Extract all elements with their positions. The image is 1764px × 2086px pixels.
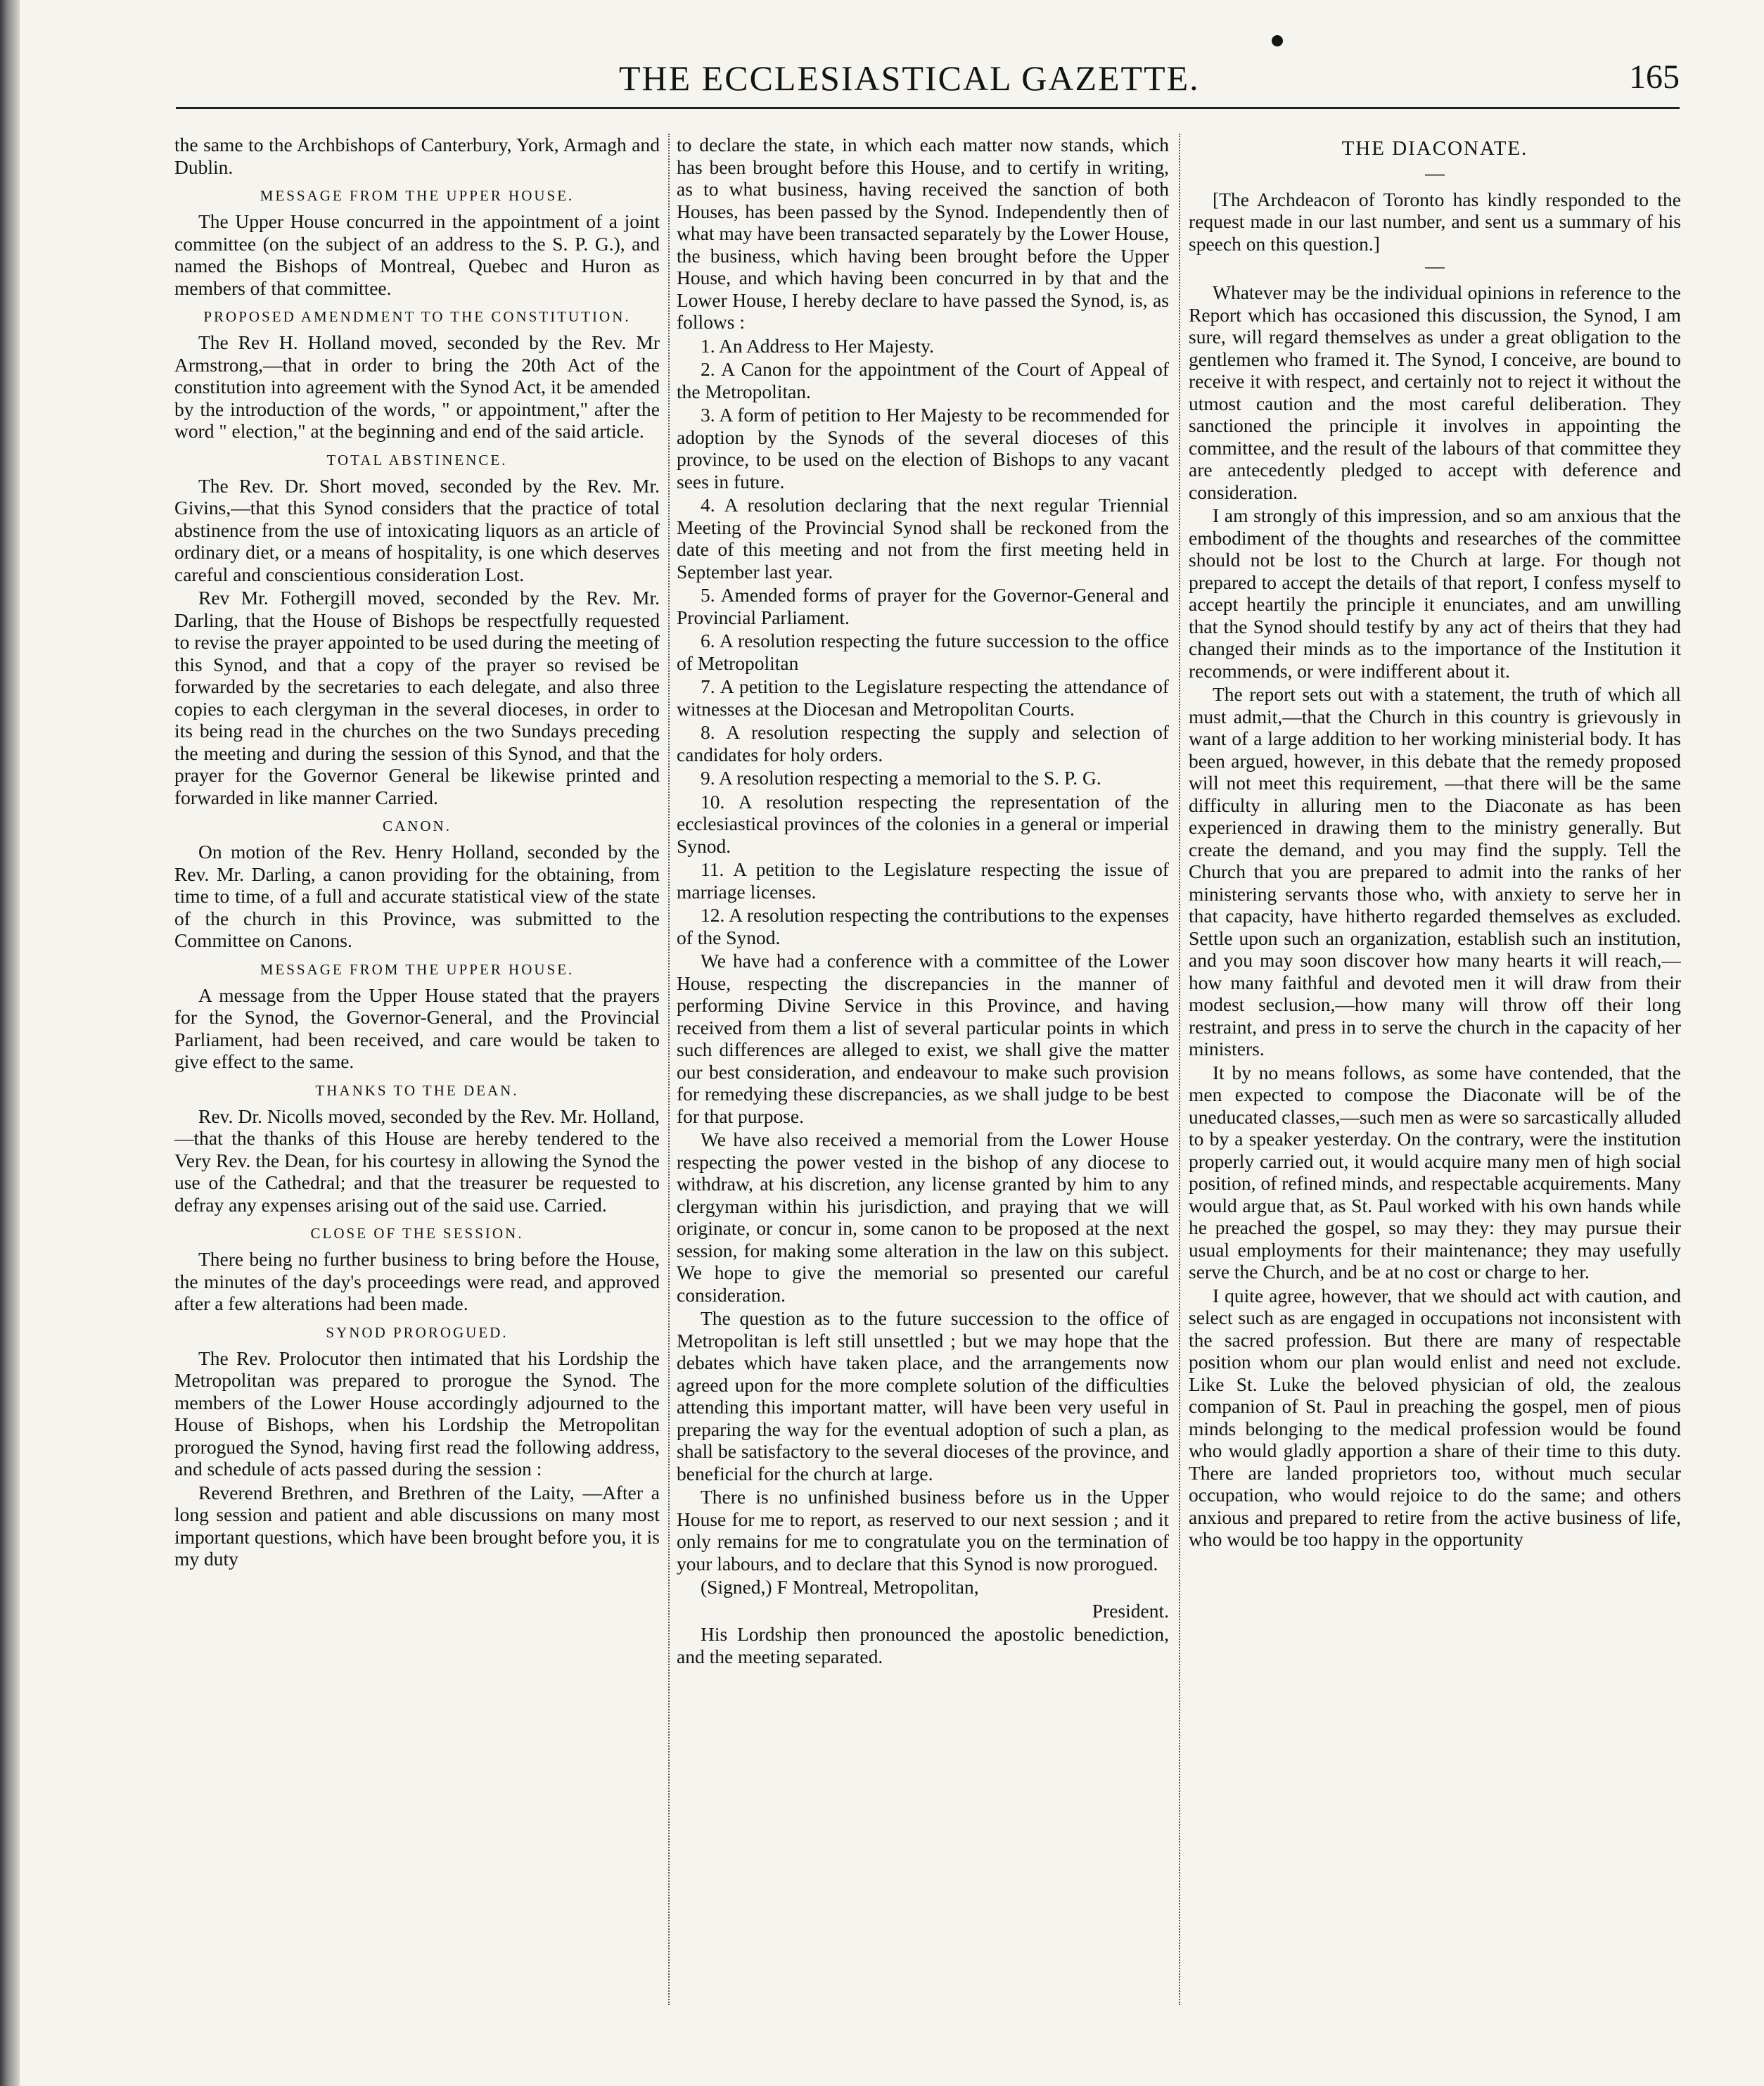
editor-note: [The Archdeacon of Toronto has kindly responded to the request made in our last number, and sent us a summary of his speech on this question.] — [1189, 188, 1681, 255]
paragraph: to declare the state, in which each matter now stands, which has been brought before this House, and to certify in writing, as to what business, having received the sanction of both Houses, has been passed by the Synod. Independently then of what may have been transacted separately by the Lower House, the business, which having been brought before the Upper House, and which having been concurred in by that and the Lower House, I hereby declare to have passed the Synod, is, as follows : — [677, 134, 1169, 333]
ink-dot — [1272, 35, 1283, 46]
column-divider-2 — [1179, 134, 1180, 2005]
signature-title: President. — [1092, 1599, 1169, 1622]
paragraph: On motion of the Rev. Henry Holland, seconded by the Rev. Mr. Darling, a canon providing for the obtaining, from time to time, of a full and accurate statistical view of the state of the church in this Province, was submitted to the Committee on Canons. — [174, 841, 660, 951]
section-heading: PROPOSED AMENDMENT TO THE CONSTITUTION. — [203, 308, 631, 325]
paragraph: It by no means follows, as some have contended, that the men expected to compose the Diaconate will be of the uneducated classes,—such men as were so sarcastically alluded to by a speaker yesterday. On the contrary, were the institution properly carried out, it would acquire many men of high social position, of refined minds, and respectable acquirements. Many would argue that, as St. Paul worked with his own hands while he preached the gospel, so may they: they may pursue their usual employments for their maintenance; they may usefully serve the Church, and be at no cost or charge to her. — [1189, 1061, 1681, 1283]
paragraph: His Lordship then pronounced the apostolic benediction, and the meeting separated. — [677, 1623, 1169, 1667]
section-heading: THANKS TO THE DEAN. — [315, 1081, 519, 1099]
paragraph: We have had a conference with a committee of the Lower House, respecting the discrepancies in the manner of performing Divine Service in this Province, and having received from them a list of several particular points in which such differences are alleged to exist, we shall give the matter our best consideration, and endeavour to make such provision for remedying these discrepancies, as we shall judge to be best for that purpose. — [677, 950, 1169, 1127]
paragraph: The question as to the future succession to the office of Metropolitan is left still unsettled ; but we may hope that the debates which have taken place, and the arrangements now agreed upon for the more complete solution of the difficulties attending this important matter, will have been very useful in preparing the way for the eventual adoption of such a plan, as shall be satisfactory to the several dioceses of the province, and beneficial for the church at large. — [677, 1307, 1169, 1484]
section-heading: MESSAGE FROM THE UPPER HOUSE. — [260, 187, 575, 204]
column-divider-1 — [668, 134, 670, 2005]
list-item: 1. An Address to Her Majesty. — [701, 334, 935, 357]
column-1 — [174, 134, 660, 2005]
paragraph: Whatever may be the individual opinions in reference to the Report which has occasioned this discussion, the Synod, I am sure, will regard themselves as under a great obligation to the gentlemen who framed it. The Synod, I conceive, are bound to receive it with respect, and certainly not to reject it without the utmost caution and the most careful deliberation. They sanctioned the principle it involves in appointing the committee, and the result of the labours of that committee they are antecedently pledged to accept with deference and consideration. — [1189, 281, 1681, 503]
list-item: 7. A petition to the Legislature respecting the attendance of witnesses at the Diocesan and Metropolitan Courts. — [677, 675, 1169, 720]
paragraph: the same to the Archbishops of Canterbury, York, Armagh and Dublin. — [174, 134, 660, 178]
paragraph: Reverend Brethren, and Brethren of the Laity, —After a long session and patient and able discussions on many most important questions, which have been brought before you, it is my duty — [174, 1481, 660, 1570]
section-heading: MESSAGE FROM THE UPPER HOUSE. — [260, 960, 575, 978]
list-item: 11. A petition to the Legislature respecting the issue of marriage licenses. — [677, 858, 1169, 903]
list-item: 9. A resolution respecting a memorial to the S. P. G. — [701, 767, 1101, 789]
article-title: THE DIACONATE. — [1341, 137, 1528, 160]
paragraph: There is no unfinished business before us in the Upper House for me to report, as reserved to our next session ; and it only remains for me to congratulate you on the termination of your labours, and to declare that this Synod is now prorogued. — [677, 1486, 1169, 1575]
signature-line: (Signed,) F Montreal, Metropolitan, — [701, 1576, 979, 1598]
paragraph: Rev. Dr. Nicolls moved, seconded by the Rev. Mr. Holland,—that the thanks of this House are hereby tendered to the Very Rev. the Dean, for his courtesy in allowing the Synod the use of the Cathedral; and that the treasurer be requested to defray any expenses arising out of the said use. Carried. — [174, 1105, 660, 1216]
publication-title: THE ECCLESIASTICAL GAZETTE. — [619, 58, 1200, 98]
binding-edge — [0, 0, 20, 2086]
paragraph: There being no further business to bring before the House, the minutes of the day's proceedings were read, and approved after a few alterations had been made. — [174, 1248, 660, 1314]
list-item: 12. A resolution respecting the contributions to the expenses of the Synod. — [677, 904, 1169, 948]
column-3 — [1189, 134, 1681, 2005]
paragraph: Rev Mr. Fothergill moved, seconded by the Rev. Mr. Darling, that the House of Bishops be respectfully requested to revise the prayer appointed to be used during the meeting of this Synod, and that a copy of the prayer so revised be forwarded by the secretaries to each delegate, and also three copies to each clergyman in the several dioceses, in order to its being read in the churches on the two Sundays preceding the meeting and during the session of this Synod, and that the prayer for the Governor General be likewise printed and forwarded in like manner Carried. — [174, 587, 660, 808]
page-number: 165 — [1629, 58, 1680, 96]
list-item: 6. A resolution respecting the future succession to the office of Metropolitan — [677, 630, 1169, 674]
list-item: 3. A form of petition to Her Majesty to be recommended for adoption by the Synods of the several dioceses of this province, to be used on the election of Bishops to any vacant sees in future. — [677, 404, 1169, 492]
section-heading: CLOSE OF THE SESSION. — [310, 1225, 524, 1242]
paragraph: The Rev. Prolocutor then intimated that his Lordship the Metropolitan was prepared to prorogue the Synod. The members of the Lower House accordingly adjourned to the House of Bishops, when his Lordship the Metropolitan prorogued the Synod, having first read the following address, and schedule of acts passed during the session : — [174, 1347, 660, 1480]
paragraph: I quite agree, however, that we should act with caution, and select such as are engaged in occupations not inconsistent with the sacred profession. But there are many of respectable position whom our plan would enlist and need not exclude. Like St. Luke the beloved physician of old, the zealous companion of St. Paul in preaching the gospel, men of pious minds belonging to the medical profession would be found who would gladly apportion a share of their time to this duty. There are landed proprietors too, without much secular occupation, who would rejoice to do the same; and others anxious and prepared to retire from the active business of life, who would be too happy in the opportunity — [1189, 1284, 1681, 1550]
separator-dash: — — [1425, 255, 1445, 276]
header-rule — [176, 107, 1680, 109]
list-item: 2. A Canon for the appointment of the Court of Appeal of the Metropolitan. — [677, 358, 1169, 402]
page-header — [619, 58, 1680, 107]
column-2 — [677, 134, 1169, 2005]
section-heading: CANON. — [383, 818, 452, 834]
list-item: 4. A resolution declaring that the next regular Triennial Meeting of the Provincial Synod shall be reckoned from the date of this meeting and not from the first meeting held in September last year. — [677, 494, 1169, 583]
separator-dash: — — [1425, 161, 1445, 184]
paragraph: The Rev. Dr. Short moved, seconded by the Rev. Mr. Givins,—that this Synod considers that the practice of total abstinence from the use of intoxicating liquors as an article of ordinary diet, or a means of hospitality, is one which deserves careful and conscientious consideration Lost. — [174, 474, 660, 585]
paragraph: The report sets out with a statement, the truth of which all must admit,—that the Church in this country is grievously in want of a large addition to her working ministerial body. It has been argued, however, in this debate that the remedy proposed will not meet this requirement, —that there will be the same difficulty in alluring men to the Diaconate as has been experienced in drawing them to the ministry generally. But create the demand, and you may find the supply. Tell the Church that you are prepared to admit into the ranks of her ministering servants those who, with anxiety to serve her in that capacity, have hitherto regarded themselves as excluded. Settle upon such an organization, establish such an institution, and you may soon discover how many hearts it will reach,—how many faithful and devoted men it will draw from their modest seclusion,—how many will throw off their long restraint, and press in to serve the church in the capacity of her ministers. — [1189, 683, 1681, 1060]
section-heading: TOTAL ABSTINENCE. — [326, 451, 508, 469]
list-item: 8. A resolution respecting the supply and selection of candidates for holy orders. — [677, 721, 1169, 765]
list-item: 10. A resolution respecting the representation of the ecclesiastical provinces of the colonies in a general or imperial Synod. — [677, 790, 1169, 857]
paragraph: The Upper House concurred in the appointment of a joint committee (on the subject of an address to the S. P. G.), and named the Bishops of Montreal, Quebec and Huron as members of that committee. — [174, 210, 660, 299]
paragraph: I am strongly of this impression, and so am anxious that the embodiment of the thoughts and researches of the committee should not be lost to the Church at large. For though not prepared to accept the details of that report, I confess myself to accept heartily the principle it enunciates, and am unwilling that the Synod should testify by any act of theirs that they had changed their minds as to the importance of the Institution it recommends, or were indifferent about it. — [1189, 504, 1681, 682]
section-heading: SYNOD PROROGUED. — [326, 1323, 509, 1341]
paragraph: A message from the Upper House stated that the prayers for the Synod, the Governor-General, and the Provincial Parliament, had been received, and care would be taken to give effect to the same. — [174, 984, 660, 1072]
paragraph: We have also received a memorial from the Lower House respecting the power vested in the bishop of any diocese to withdraw, at his discretion, any license granted by him to any clergyman within his jurisdiction, and praying that we will originate, or concur in, some canon to be proposed at the next session, for making some alteration in the law on this subject. We hope to give the memorial so presented our careful consideration. — [677, 1128, 1169, 1306]
list-item: 5. Amended forms of prayer for the Governor-General and Provincial Parliament. — [677, 584, 1169, 628]
paragraph: The Rev H. Holland moved, seconded by the Rev. Mr Armstrong,—that in order to bring the 20th Act of the constitution into agreement with the Synod Act, it be amended by the introduction of the words, " or appointment," after the word " election," at the beginning and end of the said article. — [174, 331, 660, 442]
acts-list — [677, 335, 1169, 949]
